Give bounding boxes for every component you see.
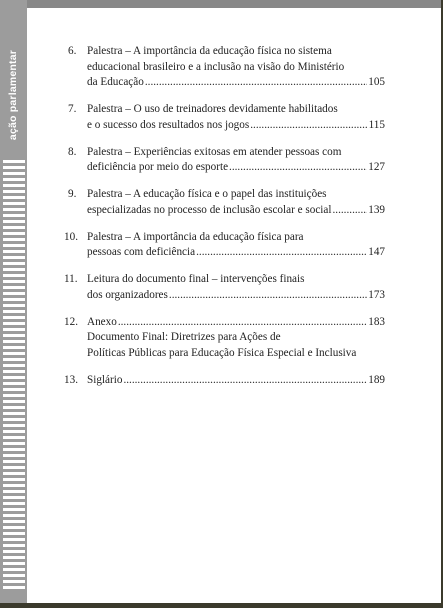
toc-entry <box>64 230 385 261</box>
toc-entry <box>64 373 385 389</box>
toc-entry-body <box>87 102 385 133</box>
toc-page-number: 127 <box>368 161 385 173</box>
dot-leader <box>123 373 367 389</box>
toc-entry-body <box>87 272 385 303</box>
toc-entry-leader-line <box>87 203 385 219</box>
toc-entry-leader-line <box>87 118 385 134</box>
sidebar-label: ação parlamentar <box>7 49 20 141</box>
toc-entry <box>64 272 385 303</box>
dot-leader <box>145 75 367 91</box>
dot-leader <box>118 315 367 331</box>
dot-leader <box>196 245 367 261</box>
toc-entry-title: dos organizadores <box>87 288 168 301</box>
toc-entry-line: Palestra – Experiências exitosas em atender pessoas com <box>87 145 342 158</box>
toc-entry-number: 8. <box>68 145 77 158</box>
toc-entry-title: deficiência por meio do esporte <box>87 161 229 173</box>
sidebar <box>0 0 27 603</box>
toc-page-number: 183 <box>368 315 385 328</box>
toc-page-number: 105 <box>368 76 385 88</box>
toc-page-number: 139 <box>368 203 385 216</box>
toc-page-number: 115 <box>368 118 385 131</box>
toc-entry-title: Anexo <box>87 315 117 328</box>
toc-entry-leader-line <box>87 75 385 91</box>
toc-entry <box>64 145 385 176</box>
toc-entry-subtitle: Políticas Públicas para Educação Física Especial e Inclusiva <box>87 346 357 359</box>
sidebar-stripes <box>3 160 25 592</box>
toc-page-number: 173 <box>368 288 385 301</box>
toc-entry-title: e o sucesso dos resultados nos jogos <box>87 118 250 131</box>
dot-leader <box>332 203 367 219</box>
toc-entry-body <box>87 44 385 91</box>
toc-entry-title: pessoas com deficiência <box>87 246 196 258</box>
toc-entry-body <box>87 145 385 176</box>
toc-entry-leader-line <box>87 160 385 176</box>
toc-entry-body <box>87 187 385 218</box>
toc-entry <box>64 102 385 133</box>
toc-entry-subtitle: Documento Final: Diretrizes para Ações de <box>87 331 281 343</box>
toc-entry-leader-line <box>87 288 385 304</box>
toc-entry-line: Palestra – A educação física e o papel das instituições <box>87 188 327 200</box>
toc-entry-number: 11. <box>64 273 78 285</box>
toc-page-number: 147 <box>368 246 385 258</box>
toc-entry-body <box>87 315 385 362</box>
toc-entry-line: Leitura do documento final – intervenções finais <box>87 273 305 285</box>
toc-entry-title: Siglário <box>87 373 123 386</box>
toc-entry-title: especializadas no processo de inclusão escolar e social <box>87 203 332 216</box>
toc-entry-number: 10. <box>64 230 78 243</box>
dot-leader <box>250 118 367 134</box>
toc-entry-number: 7. <box>68 103 77 115</box>
toc-entry <box>64 315 385 362</box>
dot-leader <box>169 288 367 304</box>
toc-entry-body <box>87 230 385 261</box>
toc-entry-line: Palestra – A importância da educação física no sistema <box>87 45 332 57</box>
top-bar <box>0 0 441 8</box>
toc-entry-number: 6. <box>68 45 77 57</box>
toc-entry-line: educacional brasileiro e a inclusão na visão do Ministério <box>87 60 345 73</box>
toc-entry <box>64 44 385 91</box>
toc-entry-leader-line <box>87 373 385 389</box>
toc-entry-number: 9. <box>68 188 77 200</box>
table-of-contents <box>64 44 385 400</box>
toc-entry-number: 13. <box>64 373 78 386</box>
toc-entry-number: 12. <box>64 315 78 328</box>
toc-entry-line: Palestra – O uso de treinadores devidamente habilitados <box>87 103 338 115</box>
toc-entry-leader-line <box>87 245 385 261</box>
toc-entry-leader-line <box>87 315 385 331</box>
sidebar-label-box <box>2 34 25 156</box>
toc-entry <box>64 187 385 218</box>
toc-page-number: 189 <box>368 373 385 386</box>
dot-leader <box>229 160 367 176</box>
toc-entry-title: da Educação <box>87 76 144 88</box>
toc-entry-line: Palestra – A importância da educação física para <box>87 230 304 243</box>
toc-entry-body <box>87 373 385 389</box>
